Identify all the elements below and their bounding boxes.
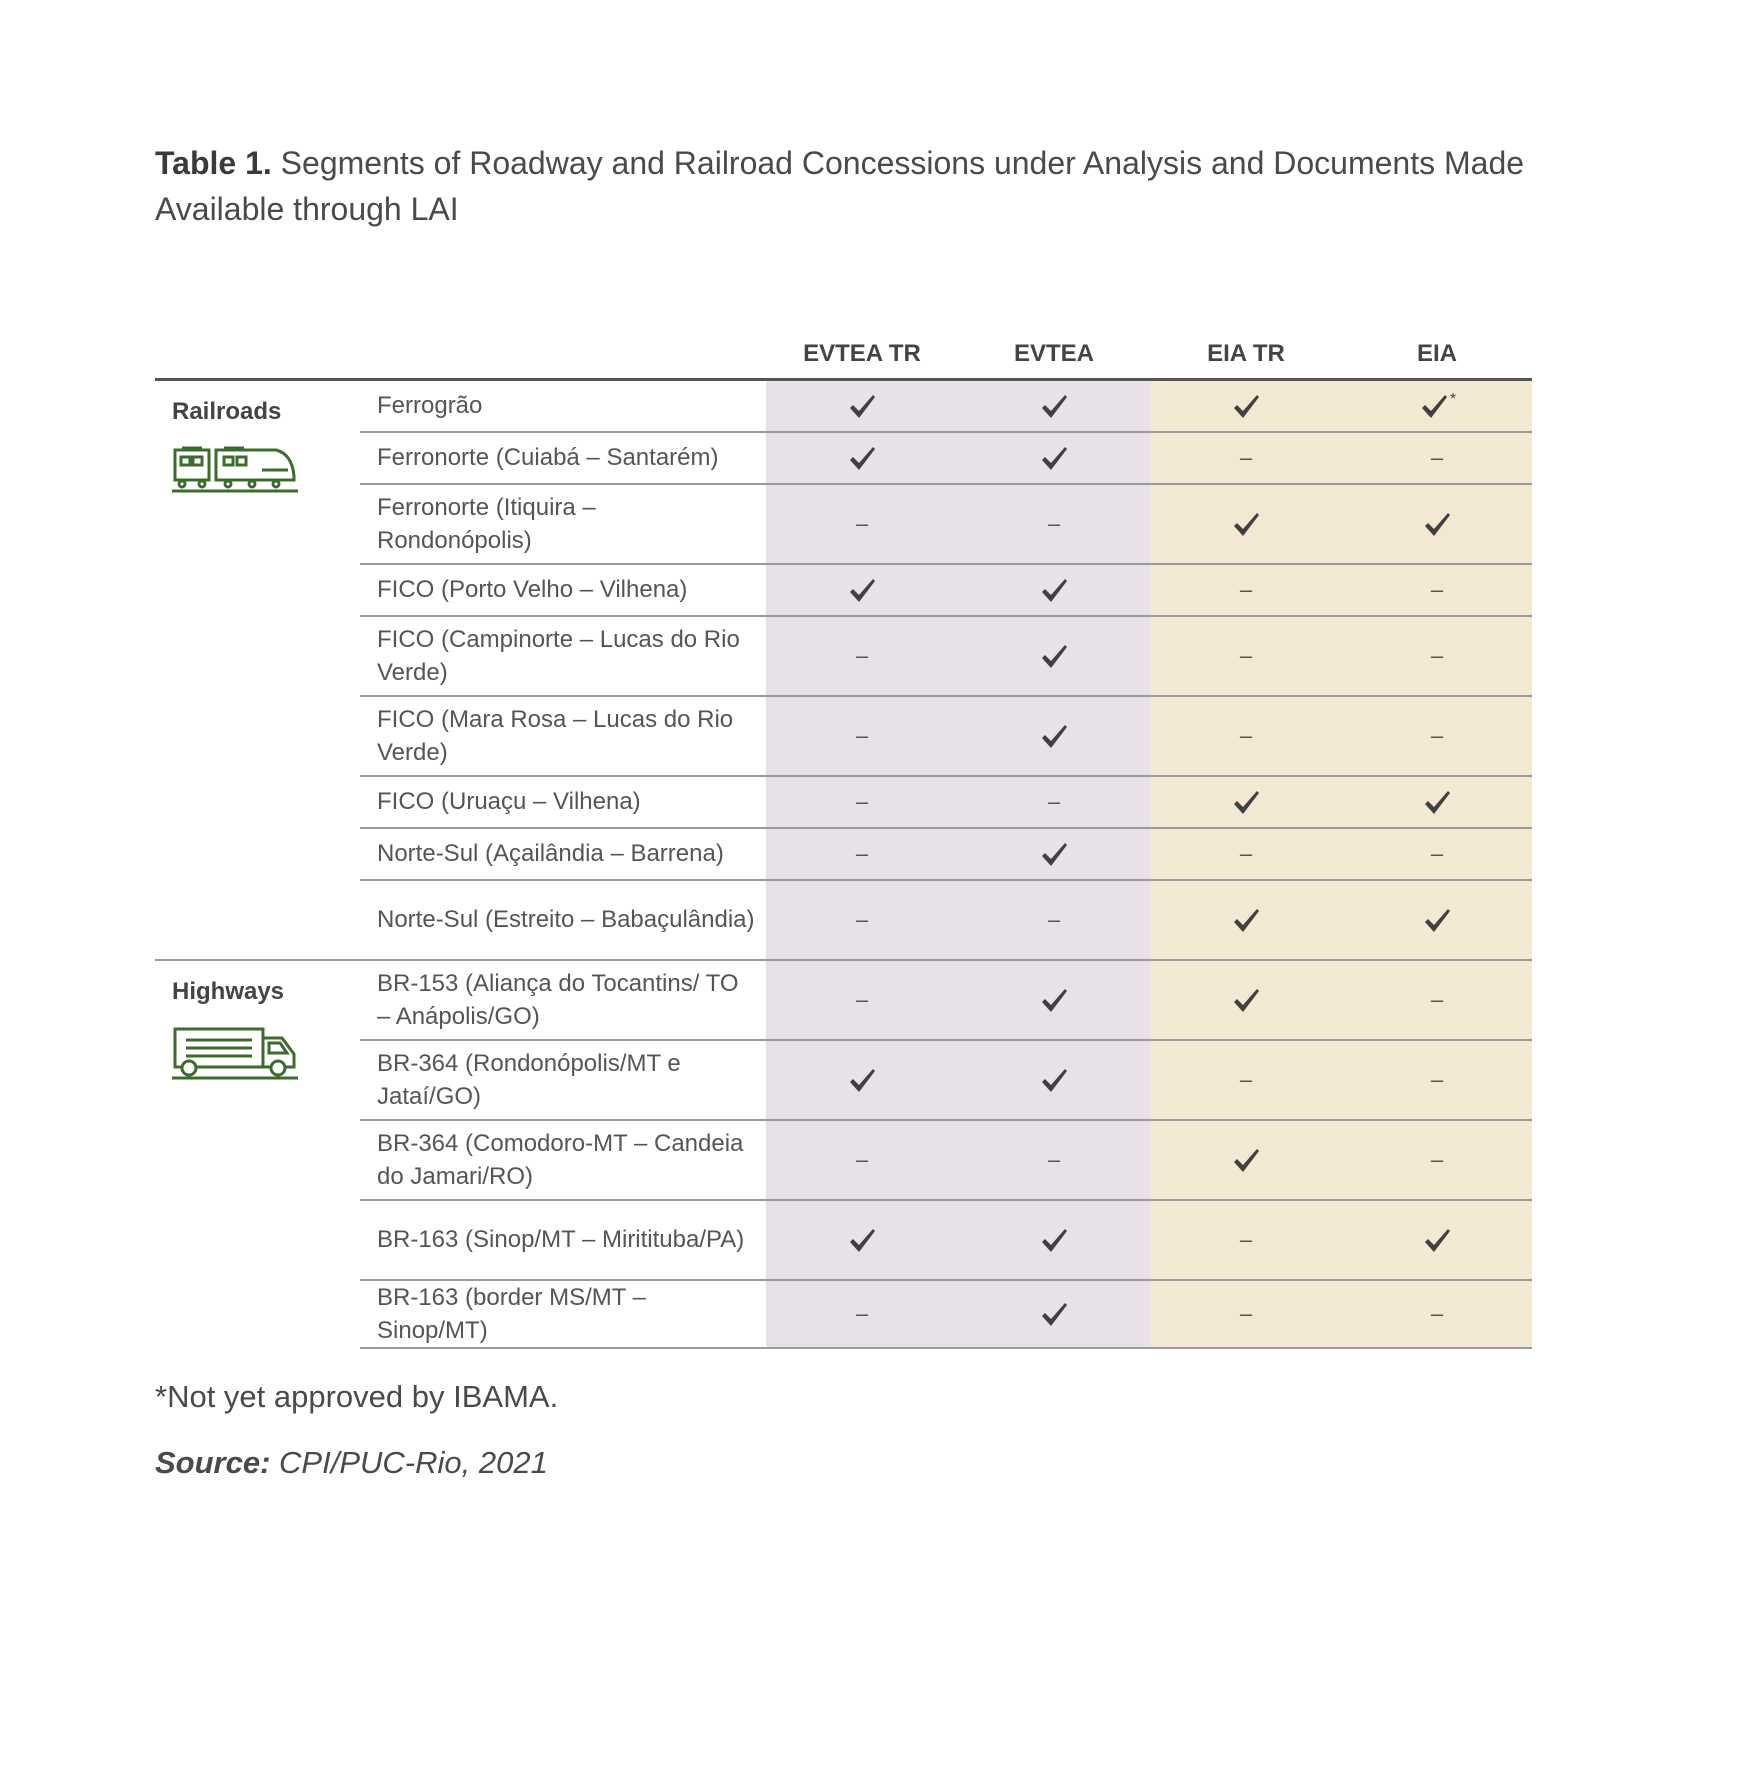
check-icon [958, 564, 1150, 616]
dash-icon: – [1239, 1227, 1253, 1252]
dash-mark [766, 484, 958, 564]
dash-mark [766, 1280, 958, 1348]
dash-icon: – [855, 1301, 869, 1326]
truck-icon [172, 1026, 360, 1089]
category-label: Highways [172, 977, 285, 1005]
source-text: CPI/PUC-Rio, 2021 [279, 1444, 548, 1480]
source-note [155, 1445, 1547, 1481]
check-icon [766, 1040, 958, 1120]
column-header: EIA TR [1150, 304, 1342, 380]
dash-mark [1342, 432, 1532, 484]
dash-icon: – [1430, 1301, 1444, 1326]
dash-mark [766, 828, 958, 880]
column-header: EVTEA [958, 304, 1150, 380]
check-icon [958, 616, 1150, 696]
check-icon [1342, 1200, 1532, 1280]
table-row [155, 564, 1532, 616]
dash-mark [766, 616, 958, 696]
dash-icon: – [1239, 1067, 1253, 1092]
check-icon [766, 564, 958, 616]
dash-icon: – [1239, 841, 1253, 866]
table-row [155, 1040, 1532, 1120]
segment-name: FICO (Uruaçu – Vilhena) [360, 776, 766, 828]
dash-icon: – [855, 907, 869, 932]
dash-icon: – [1430, 1067, 1444, 1092]
concessions-table [155, 304, 1532, 1349]
check-icon [958, 960, 1150, 1040]
dash-mark [1150, 828, 1342, 880]
check-icon [1150, 880, 1342, 960]
table-row [155, 880, 1532, 960]
category-cell-railroads [155, 380, 360, 960]
segment-name: BR-163 (Sinop/MT – Miritituba/PA) [360, 1200, 766, 1280]
check-icon [1342, 776, 1532, 828]
segment-name: BR-153 (Aliança do Tocantins/ TO – Anápolis/GO) [360, 960, 766, 1040]
table-row [155, 776, 1532, 828]
dash-icon: – [1430, 841, 1444, 866]
table-row [155, 1280, 1532, 1348]
dash-mark [1150, 616, 1342, 696]
table-row [155, 1200, 1532, 1280]
dash-mark [1150, 432, 1342, 484]
dash-icon: – [855, 987, 869, 1012]
table-row [155, 696, 1532, 776]
segment-name: BR-364 (Rondonópolis/MT e Jataí/GO) [360, 1040, 766, 1120]
dash-mark [1150, 1040, 1342, 1120]
asterisk-marker: * [1449, 391, 1457, 409]
dash-icon: – [855, 841, 869, 866]
check-icon [958, 696, 1150, 776]
table-row [155, 432, 1532, 484]
source-lead: Source: [155, 1444, 271, 1480]
dash-mark [1342, 616, 1532, 696]
dash-icon: – [855, 723, 869, 748]
dash-mark [766, 696, 958, 776]
dash-icon: – [1430, 987, 1444, 1012]
dash-mark [1342, 960, 1532, 1040]
header-blank-category [155, 304, 360, 380]
dash-mark [958, 1120, 1150, 1200]
segment-name: FICO (Porto Velho – Vilhena) [360, 564, 766, 616]
dash-icon: – [1430, 1147, 1444, 1172]
dash-mark [1342, 1120, 1532, 1200]
check-icon [1342, 484, 1532, 564]
dash-mark [766, 960, 958, 1040]
check-icon [958, 828, 1150, 880]
check-icon [958, 1040, 1150, 1120]
dash-icon: – [1239, 1301, 1253, 1326]
dash-icon: – [1047, 511, 1061, 536]
dash-icon: – [1239, 445, 1253, 470]
table-row [155, 828, 1532, 880]
check-icon [1150, 380, 1342, 432]
segment-name: Ferronorte (Cuiabá – Santarém) [360, 432, 766, 484]
column-header: EIA [1342, 304, 1532, 380]
dash-icon: – [855, 511, 869, 536]
dash-icon: – [1430, 445, 1444, 470]
dash-mark [1342, 1040, 1532, 1120]
table-row [155, 1120, 1532, 1200]
dash-icon: – [855, 1147, 869, 1172]
check-icon [1150, 960, 1342, 1040]
check-icon [958, 1280, 1150, 1348]
check-icon [1150, 776, 1342, 828]
table-title-lead: Table 1. [155, 145, 272, 181]
column-header: EVTEA TR [766, 304, 958, 380]
footnote: *Not yet approved by IBAMA. [155, 1378, 559, 1414]
segment-name: Ferrogrão [360, 380, 766, 432]
dash-mark [1150, 1280, 1342, 1348]
header-row [155, 304, 1532, 380]
segment-name: BR-163 (border MS/MT – Sinop/MT) [360, 1280, 766, 1348]
segment-name: Norte-Sul (Açailândia – Barrena) [360, 828, 766, 880]
dash-mark [1150, 564, 1342, 616]
table-title [155, 140, 1547, 232]
segment-name: FICO (Campinorte – Lucas do Rio Verde) [360, 616, 766, 696]
dash-icon: – [1239, 643, 1253, 668]
dash-mark [958, 484, 1150, 564]
dash-icon: – [1430, 577, 1444, 602]
segment-name: BR-364 (Comodoro-MT – Candeia do Jamari/RO) [360, 1120, 766, 1200]
dash-mark [1150, 1200, 1342, 1280]
dash-icon: – [855, 643, 869, 668]
check-icon [958, 432, 1150, 484]
segment-name: Norte-Sul (Estreito – Babaçulândia) [360, 880, 766, 960]
table-row [155, 960, 1532, 1040]
dash-icon: – [1047, 789, 1061, 814]
segment-name: Ferronorte (Itiquira – Rondonópolis) [360, 484, 766, 564]
table-figure [155, 140, 1547, 1481]
dash-icon: – [1430, 643, 1444, 668]
dash-mark [1342, 828, 1532, 880]
check-icon [1150, 1120, 1342, 1200]
check-icon [958, 1200, 1150, 1280]
dash-icon: – [1430, 723, 1444, 748]
table-title-text: Segments of Roadway and Railroad Concessions under Analysis and Documents Made Available through LAI [155, 145, 1525, 227]
dash-icon: – [1239, 577, 1253, 602]
dash-icon: – [1239, 723, 1253, 748]
table-row [155, 616, 1532, 696]
dash-mark [1150, 696, 1342, 776]
table-row [155, 380, 1532, 432]
dash-mark [1342, 696, 1532, 776]
dash-mark [1342, 564, 1532, 616]
table-row [155, 484, 1532, 564]
check-icon [1342, 380, 1532, 432]
segment-name: FICO (Mara Rosa – Lucas do Rio Verde) [360, 696, 766, 776]
check-icon [1150, 484, 1342, 564]
dash-icon: – [1047, 907, 1061, 932]
train-icon [172, 446, 360, 503]
check-icon [1342, 880, 1532, 960]
dash-icon: – [855, 789, 869, 814]
dash-mark [1342, 1280, 1532, 1348]
dash-mark [958, 776, 1150, 828]
check-icon [766, 1200, 958, 1280]
category-label: Railroads [172, 398, 282, 425]
header-blank-segment [360, 304, 766, 380]
check-icon [958, 380, 1150, 432]
dash-mark [766, 1120, 958, 1200]
dash-mark [766, 880, 958, 960]
category-cell-highways [155, 960, 360, 1348]
check-icon [766, 380, 958, 432]
dash-mark [958, 880, 1150, 960]
check-icon [766, 432, 958, 484]
dash-mark [766, 776, 958, 828]
dash-icon: – [1047, 1147, 1061, 1172]
